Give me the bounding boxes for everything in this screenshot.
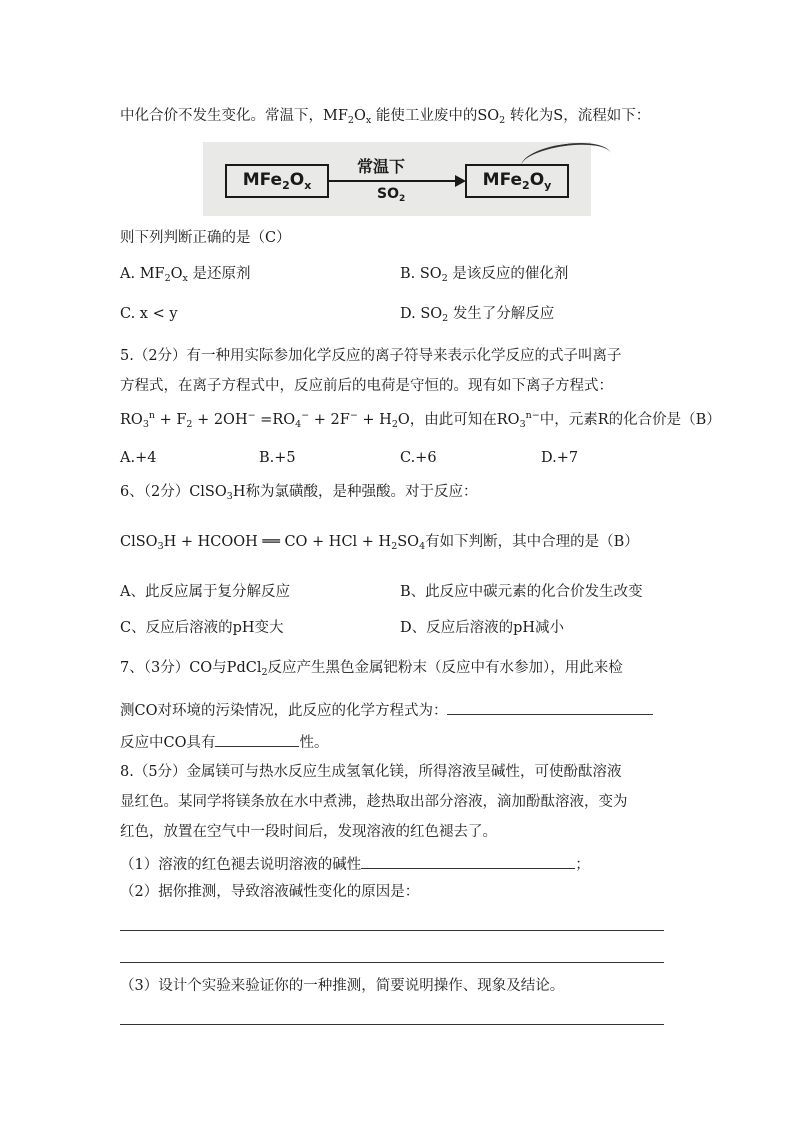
q6-line1: 6、（2分）ClSO$_3$H称为氯磺酸，是种强酸。对于反应： <box>120 484 478 502</box>
q5-option-a: A.+4 <box>120 450 157 466</box>
q7-line1: 7、（3分）CO与PdCl$_2$反应产生黑色金属钯粉末（反应中有水参加），用此来检 <box>120 660 623 678</box>
q5-option-c: C.+6 <box>400 450 437 466</box>
answer-line[interactable] <box>120 1024 664 1025</box>
q8-sub3: （3）设计个实验来验证你的一种推测，简要说明操作、现象及结论。 <box>120 978 565 994</box>
q4-stem: 则下列判断正确的是（C） <box>120 230 291 246</box>
q6-option-d: D、反应后溶液的pH减小 <box>400 620 565 636</box>
q7-property-blank[interactable] <box>215 730 299 747</box>
q8-sub1-blank[interactable] <box>361 852 575 869</box>
q5-line2: 方程式，在离子方程式中，反应前后的电荷是守恒的。现有如下离子方程式： <box>120 378 613 394</box>
answer-line[interactable] <box>120 930 664 931</box>
intro-text-c: 转化为S，流程如下： <box>509 108 651 124</box>
intro-text-b: 能使工业废中的SO <box>375 108 500 124</box>
q7-line3: 反应中CO具有 性。 <box>120 730 328 753</box>
q7-line2: 测CO对环境的污染情况，此反应的化学方程式为： <box>120 698 653 721</box>
flow-arrow-line <box>329 180 461 182</box>
q6-option-c: C、反应后溶液的pH变大 <box>120 620 284 636</box>
flow-condition: 常温下 <box>357 157 406 176</box>
flow-diagram <box>203 142 591 216</box>
q7-equation-blank[interactable] <box>447 698 653 715</box>
q8-sub2: （2）据你推测，导致溶液碱性变化的原因是： <box>120 884 420 900</box>
q8-line3: 红色，放置在空气中一段时间后，发现溶液的红色褪去了。 <box>120 824 497 840</box>
q6-equation: ClSO$_3$H + HCOOH ══ CO + HCl + $H_2SO_4$有如下判断，其中合理的是（B） <box>120 534 639 552</box>
q8-line2: 显红色。某同学将镁条放在水中煮沸，趁热取出部分溶液，滴加酚酞溶液，变为 <box>120 794 628 810</box>
q4-option-a: A. $MF_2O_x$ 是还原剂 <box>120 266 251 284</box>
q5-equation: $RO_3^n + F_2 + 2OH^- =RO_4^- + 2F^- + H_2O$，由此可知在$RO_3^{n-}$中，元素R的化合价是（B） <box>120 410 721 430</box>
intro-line: 中化合价不发生变化。常温下，$MF_2O_x$ 能使工业废中的$SO_2$ 转化为S，流程如下： <box>120 108 651 126</box>
flow-box-right: $MFe_2O_y$ <box>465 164 569 198</box>
q6-option-b: B、此反应中碳元素的化合价发生改变 <box>400 584 643 600</box>
q4-option-b: B. $SO_2$ 是该反应的催化剂 <box>400 266 569 284</box>
q8-line1: 8.（5分）金属镁可与热水反应生成氢氧化镁，所得溶液呈碱性，可使酚酞溶液 <box>120 764 622 780</box>
q6-option-a: A、此反应属于复分解反应 <box>120 584 290 600</box>
q5-option-d: D.+7 <box>541 450 579 466</box>
intro-text-a: 中化合价不发生变化。常温下，MF <box>120 108 348 124</box>
q5-option-b: B.+5 <box>259 450 296 466</box>
q8-sub1: （1）溶液的红色褪去说明溶液的碱性 ； <box>120 852 590 875</box>
q4-option-d: D. $SO_2$ 发生了分解反应 <box>400 306 555 324</box>
flow-reagent: $SO_2$ <box>377 186 406 204</box>
answer-line[interactable] <box>120 962 664 963</box>
flow-box-left: $MFe_2O_x$ <box>225 164 329 198</box>
q5-line1: 5.（2分）有一种用实际参加化学反应的离子符导来表示化学反应的式子叫离子 <box>120 348 622 364</box>
q4-option-c: C. x < y <box>120 306 178 322</box>
